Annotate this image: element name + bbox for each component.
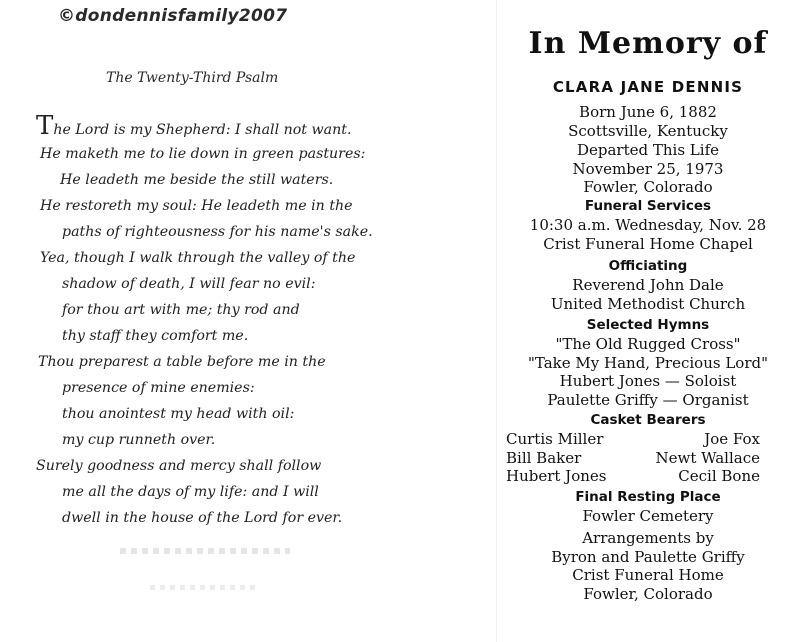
final-resting-place: Final Resting Place Fowler Cemetery	[498, 488, 798, 526]
section-heading: Funeral Services	[584, 198, 712, 214]
psalm-line: Yea, though I walk through the valley of the	[40, 250, 356, 266]
psalm-line: shadow of death, I will fear no evil:	[62, 276, 316, 292]
funeral-services: Funeral Services 10:30 a.m. Wednesday, Nov. 28 Crist Funeral Home Chapel	[498, 197, 798, 253]
bearer-row: Bill Baker Newt Wallace	[506, 448, 760, 467]
psalm-line: He leadeth me beside the still waters.	[60, 172, 334, 188]
psalm-line: dwell in the house of the Lord for ever.	[62, 510, 343, 526]
psalm-line: me all the days of my life: and I will	[62, 484, 319, 500]
psalm-line: The Lord is my Shepherd: I shall not want.	[36, 111, 352, 141]
psalm-line: paths of righteousness for his name's sake.	[62, 224, 373, 240]
bearer-row: Curtis Miller Joe Fox	[506, 430, 760, 448]
copyright-watermark: ©dondennisfamily2007	[58, 6, 288, 26]
print-smudge	[120, 548, 290, 554]
print-smudge	[150, 585, 260, 590]
section-heading: Casket Bearers	[590, 412, 706, 428]
psalm-line: thou anointest my head with oil:	[62, 406, 295, 422]
memorial-panel	[498, 0, 798, 642]
psalm-line: Surely goodness and mercy shall follow	[36, 458, 322, 474]
fold-divider	[496, 0, 497, 642]
psalm-line: Thou preparest a table before me in the	[38, 354, 326, 370]
psalm-line: for thou art with me; thy rod and	[62, 302, 300, 318]
casket-bearers	[498, 411, 798, 486]
psalm-line: thy staff they comfort me.	[62, 328, 249, 344]
psalm-line: He restoreth my soul: He leadeth me in the	[40, 198, 353, 214]
psalm-line: He maketh me to lie down in green pastures:	[40, 146, 366, 162]
arrangements: Arrangements by Byron and Paulette Griffy Crist Funeral Home Fowler, Colorado	[551, 529, 745, 603]
birth-info: Born June 6, 1882 Scottsville, Kentucky	[568, 103, 728, 140]
section-heading: Final Resting Place	[575, 489, 721, 505]
section-heading: Selected Hymns	[586, 317, 710, 333]
memorial-heading: In Memory of	[528, 26, 768, 61]
psalm-line: presence of mine enemies:	[62, 380, 255, 396]
psalm-dropcap: T	[36, 111, 54, 141]
bearer-row: Hubert Jones Cecil Bone	[506, 467, 760, 485]
death-info: Departed This Life November 25, 1973 Fowler, Colorado	[572, 141, 724, 196]
selected-hymns: Selected Hymns "The Old Rugged Cross" "Take My Hand, Precious Lord" Hubert Jones — Soloist Paulette Griffy — Organist	[498, 316, 798, 409]
deceased-name: CLARA JANE DENNIS	[552, 78, 744, 96]
psalm-line: my cup runneth over.	[62, 432, 216, 448]
section-heading: Officiating	[608, 258, 688, 274]
officiating: Officiating Reverend John Dale United Methodist Church	[498, 257, 798, 313]
psalm-title: The Twenty-Third Psalm	[106, 70, 279, 86]
